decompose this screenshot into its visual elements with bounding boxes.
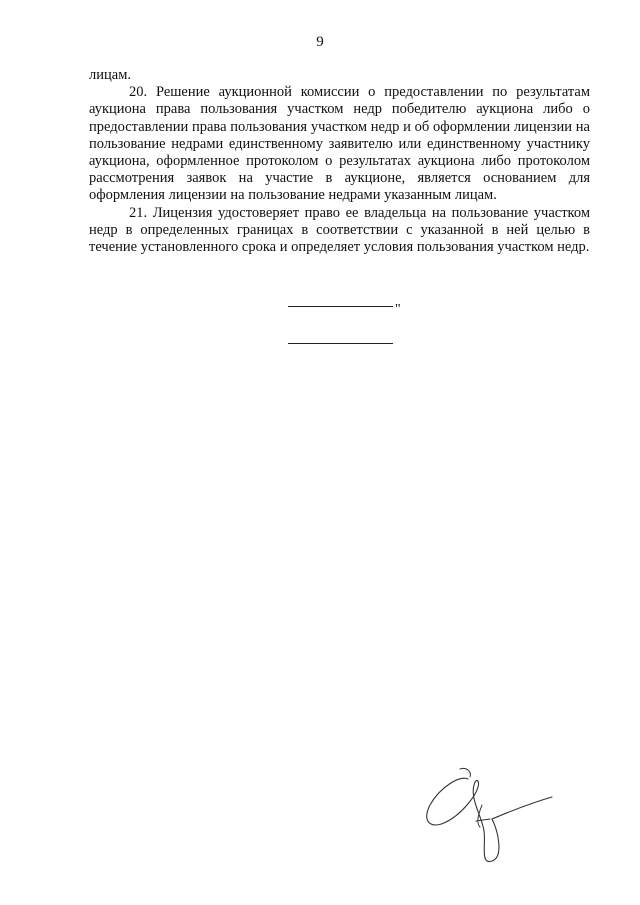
paragraph-20: 20. Решение аукционной комиссии о предоставлении по результатам аукциона права пользования участком недр победителю аукциона либо о предоставлении права пользования участком недр и об оформлении лицензии на пользование недрами единственному заявителю или единственному участнику аукциона, оформленное протоколом о результатах аукциона либо протоколом рассмотрения заявок на участие в аукционе, является основанием для оформления лицензии на пользование недрами указанным лицам. <box>89 84 590 204</box>
separator-line-bottom <box>288 343 393 344</box>
page-number: 9 <box>316 34 324 50</box>
document-body <box>89 67 590 256</box>
handwritten-signature <box>420 765 560 875</box>
paragraph-21: 21. Лицензия удостоверяет право ее владельца на пользование участком недр в определенных границах в соответствии с указанной в ней целью в течение установленного срока и определяет условия пользования участком недр. <box>89 204 590 256</box>
paragraph-continuation: лицам. <box>89 67 131 83</box>
closing-quote-mark: " <box>395 302 401 317</box>
separator-line-top <box>288 306 393 307</box>
